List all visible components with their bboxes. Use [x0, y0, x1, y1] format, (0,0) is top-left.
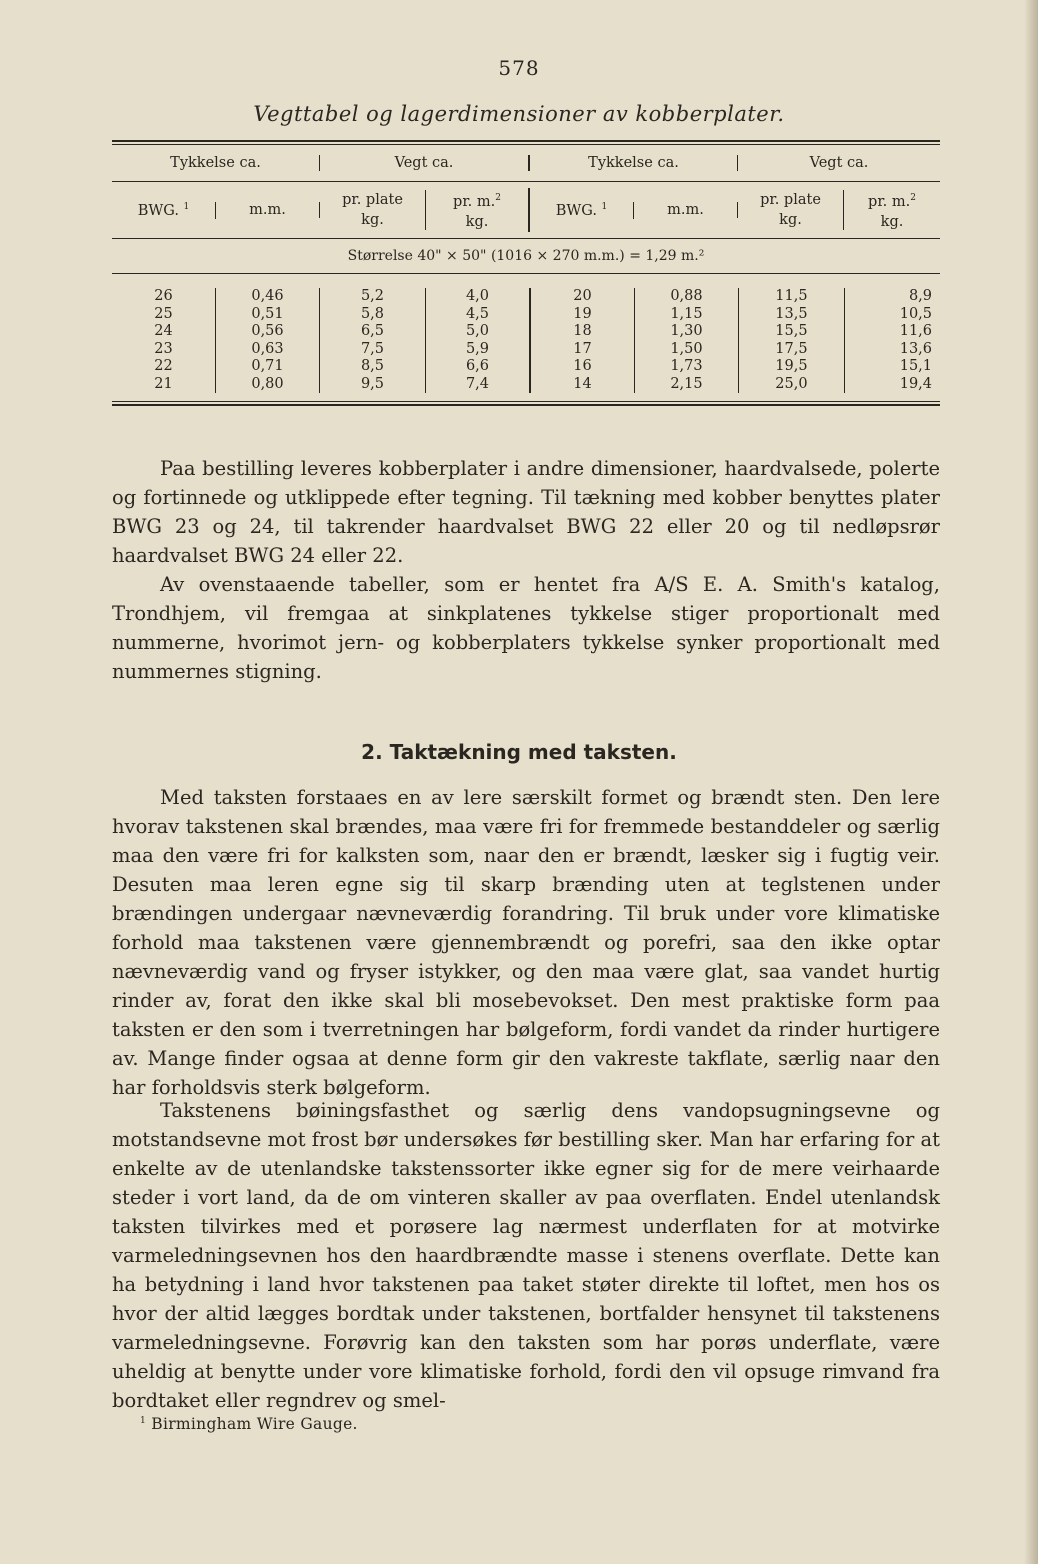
- table-body: [112, 274, 940, 401]
- footnote-mark: 1: [601, 201, 608, 212]
- paragraph-roof-tile-strength: Takstenens bøiningsfasthet og særlig dens vandopsugningsevne og motstandsevne mot frost bør undersøkes før bestilling sker. Man har erfaring for at enkelte av de utenlandske takstenssorter ikke egner sig for de mere veirhaarde steder i vort land, da de om vinteren skaller av paa overflaten. Endel utenlandsk taksten tilvirkes med et porøsere lag nærmest underflaten for at motvirke varmeledningsevnen hos den haardbrændte masse i stenens overflate. Dette kan ha betydning i land hvor takstenen paa taket støter direkte til loftet, men hos os hvor der altid lægges bordtak under takstenen, bortfalder hensynet til takstenens varmeledningsevne. Forøvrig kan den taksten som har porøs underflate, være uheldig at benytte under vore klimatiske forhold, fordi den vil opsuge rimvand fra bordtaket eller regndrev og smel-: [112, 1099, 940, 1412]
- table-cell: 19,5: [775, 358, 808, 374]
- table-cell: 6,6: [465, 358, 489, 374]
- table-cell: 5,2: [360, 288, 385, 304]
- col-header-per-m2-label: pr. m.: [868, 194, 911, 210]
- table-cell: 17,5: [775, 340, 808, 357]
- section-heading: 2. Taktækning med taksten.: [361, 740, 677, 764]
- table-cell: 17: [573, 340, 592, 357]
- table-cell: 0,63: [251, 340, 284, 357]
- col-header-bwg-label: BWG.: [555, 202, 597, 219]
- col-header-per-plate-label: pr. plate: [760, 192, 821, 208]
- table-cell: 0,71: [251, 358, 284, 374]
- table-cell: 13,5: [775, 305, 808, 322]
- footnote-text: Birmingham Wire Gauge.: [151, 1415, 358, 1433]
- table-bottom-rule: [112, 404, 940, 406]
- column-mm-left: [216, 288, 320, 393]
- table-cell: 14: [573, 375, 592, 392]
- col-header-unit: kg.: [779, 212, 802, 228]
- superscript-2: 2: [495, 193, 501, 203]
- table-cell: 0,80: [251, 375, 284, 392]
- table-cell: 25,0: [775, 375, 808, 392]
- column-mm-right: [635, 288, 739, 393]
- table-cell: 4,5: [465, 305, 489, 322]
- table-cell: 6,5: [360, 323, 385, 339]
- table-cell: 5,0: [465, 323, 489, 339]
- col-header-per-plate-right: [738, 190, 844, 230]
- group-header-row: [112, 145, 940, 181]
- col-header-unit: kg.: [880, 214, 904, 230]
- table-cell: 24: [154, 323, 173, 339]
- table-cell: 11,6: [899, 323, 933, 339]
- table-cell: 7,5: [360, 340, 385, 357]
- table-cell: 7,4: [465, 375, 489, 392]
- col-header-per-plate-label: pr. plate: [342, 192, 403, 208]
- table-cell: 26: [154, 288, 173, 304]
- paragraph-source-note: Av ovenstaaende tabeller, som er hentet fra A/S E. A. Smith's katalog, Trondhjem, vil fremgaa at sinkplatenes tykkelse stiger proportionalt med nummerne, hvorimot jern- og kobberplaters tykkelse synker proportionalt med nummernes stigning.: [112, 573, 940, 683]
- column-m2-left: [426, 288, 531, 393]
- column-header-row: [112, 182, 940, 238]
- col-header-per-plate-left: [320, 190, 426, 230]
- table-cell: 22: [154, 358, 173, 374]
- table-cell: 20: [573, 288, 592, 304]
- plate-size-line: Størrelse 40" × 50" (1016 × 270 m.m.) = 1,29 m.²: [347, 248, 705, 264]
- column-bwg-left: [112, 288, 216, 393]
- table-cell: 0,56: [251, 323, 284, 339]
- column-plate-right: [739, 288, 845, 393]
- table-cell: 19,4: [899, 375, 933, 392]
- group-header-thickness-right: Tykkelse ca.: [530, 155, 738, 171]
- table-cell: 15,1: [899, 358, 933, 374]
- table-cell: 10,5: [899, 305, 933, 322]
- superscript-2: 2: [910, 193, 916, 203]
- table-cell: 0,46: [251, 288, 284, 304]
- footnote-mark: 1: [140, 1416, 147, 1426]
- table-cell: 5,9: [465, 340, 489, 357]
- col-header-mm-right: m.m.: [634, 202, 738, 218]
- col-header-unit: kg.: [465, 214, 489, 230]
- table-cell: 4,0: [465, 288, 489, 304]
- column-bwg-right: [531, 288, 635, 393]
- page-edge-shadow: [1024, 0, 1038, 1564]
- group-header-weight-right: Vegt ca.: [809, 155, 869, 171]
- paragraph-roof-tile-definition: Med taksten forstaaes en av lere særskilt formet og brændt sten. Den lere hvorav takstenen skal brændes, maa være fri for fremmede bestanddeler og særlig maa den være fri for kalksten som, naar den er brændt, læsker sig i fugtig veir. Desuten maa leren egne sig til skarp brænding uten at teglstenen under brændingen undergaar nævneværdig forandring. Til bruk under vore klimatiske forhold maa takstenen være gjennembrændt og porefri, saa den ikke optar nævneværdig vand og fryser istykker, og den maa være glat, saa vandet hurtig rinder av, forat den ikke skal bli mosebevokset. Den mest praktiske form paa taksten er den som i tverretningen har bølgeform, fordi vandet da rinder hurtigere av. Mange finder ogsaa at denne form gir den vakreste takflate, særlig naar den har forholdsvis sterk bølgeform.: [112, 786, 940, 1099]
- page-number: 578: [498, 56, 540, 80]
- column-m2-right: [845, 288, 940, 393]
- col-header-bwg-label: BWG.: [137, 202, 179, 219]
- col-header-per-m2-left: [426, 188, 530, 232]
- table-cell: 19: [573, 305, 592, 322]
- footnote-mark: 1: [183, 201, 190, 212]
- table-cell: 5,8: [360, 305, 385, 322]
- table-cell: 25: [154, 305, 173, 322]
- table-cell: 13,6: [899, 340, 933, 357]
- table-cell: 2,15: [670, 375, 703, 392]
- table-cell: 8,5: [360, 358, 385, 374]
- weight-dimension-table: [112, 140, 940, 406]
- table-cell: 23: [154, 340, 173, 357]
- table-cell: 1,73: [670, 358, 703, 374]
- table-cell: 1,50: [670, 340, 703, 357]
- table-title: Vegttabel og lagerdimensioner av kobberplater.: [253, 102, 785, 126]
- col-header-per-m2-label: pr. m.: [453, 194, 496, 210]
- group-header-thickness-left: Tykkelse ca.: [112, 155, 320, 171]
- table-cell: 0,51: [251, 305, 284, 322]
- table-cell: 1,30: [670, 323, 703, 339]
- column-plate-left: [320, 288, 426, 393]
- table-cell: 18: [573, 323, 592, 339]
- col-header-per-m2-right: [844, 188, 940, 232]
- col-header-mm-left: m.m.: [216, 202, 320, 218]
- table-cell: 15,5: [775, 323, 808, 339]
- group-header-weight-left: Vegt ca.: [320, 155, 530, 171]
- table-cell: 9,5: [360, 375, 385, 392]
- table-cell: 0,88: [670, 288, 703, 304]
- table-cell: 16: [573, 358, 592, 374]
- footnote: [140, 1415, 358, 1433]
- col-header-bwg-right: [530, 202, 634, 219]
- table-cell: 11,5: [775, 288, 808, 304]
- table-cell: 21: [154, 375, 173, 392]
- table-cell: 8,9: [908, 288, 933, 304]
- col-header-bwg-left: [112, 202, 216, 219]
- table-cell: 1,15: [670, 305, 703, 322]
- col-header-unit: kg.: [361, 212, 384, 228]
- paragraph-ordering-info: Paa bestilling leveres kobberplater i andre dimensioner, haardvalsede, polerte og fortinnede og utklippede efter tegning. Til tækning med kobber benyttes plater BWG 23 og 24, til takrender haardvalset BWG 22 eller 20 og til nedløpsrør haardvalset BWG 24 eller 22.: [112, 457, 940, 567]
